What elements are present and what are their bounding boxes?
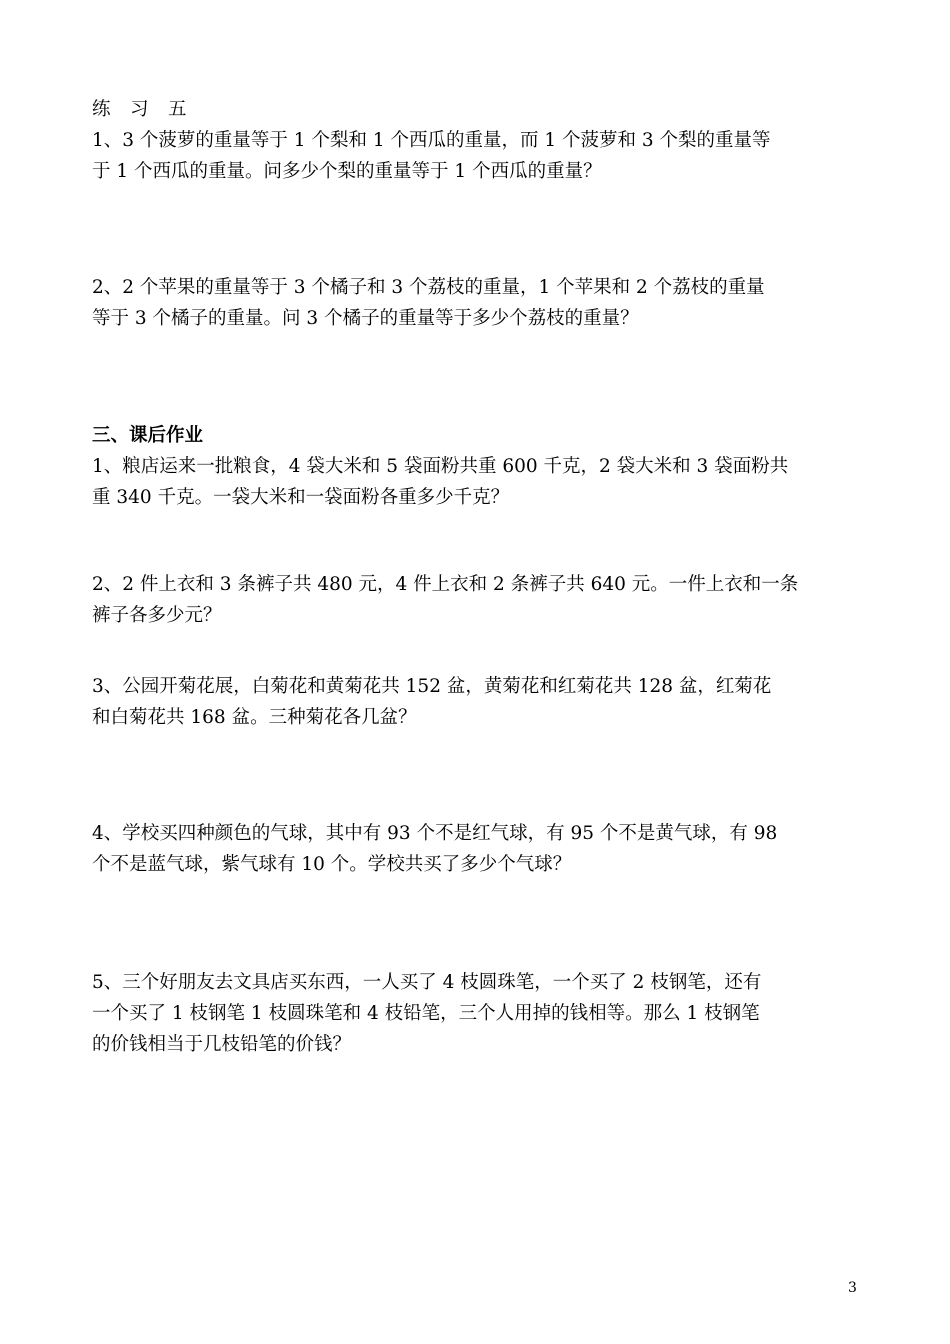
homework-q4-line-2: 个不是蓝气球，紫气球有 10 个。学校共买了多少个气球？: [92, 854, 572, 875]
exercise-q2-line-2: 等于 3 个橘子的重量。问 3 个橘子的重量等于多少个荔枝的重量？: [92, 308, 639, 329]
exercise-q2-line-1: 2、2 个苹果的重量等于 3 个橘子和 3 个荔枝的重量，1 个苹果和 2 个荔枝的重量: [92, 277, 765, 298]
homework-q5-line-3: 的价钱相当于几枝铅笔的价钱？: [92, 1034, 352, 1055]
homework-heading: 三、课后作业: [92, 425, 204, 446]
homework-q2-line-1: 2、2 件上衣和 3 条裤子共 480 元，4 件上衣和 2 条裤子共 640 元。一件上衣和一条: [92, 574, 799, 595]
homework-q1-line-1: 1、粮店运来一批粮食，4 袋大米和 5 袋面粉共重 600 千克，2 袋大米和 3 袋面粉共: [92, 456, 789, 477]
page-number: 3: [848, 1280, 857, 1296]
homework-question-2: [92, 569, 860, 631]
exercise-q1-line-1: 1、3 个菠萝的重量等于 1 个梨和 1 个西瓜的重量，而 1 个菠萝和 3 个梨的重量等: [92, 130, 771, 151]
homework-q5-line-1: 5、三个好朋友去文具店买东西，一人买了 4 枝圆珠笔，一个买了 2 枝钢笔，还有: [92, 972, 762, 993]
homework-q2-line-2: 裤子各多少元？: [92, 605, 222, 626]
homework-question-4: [92, 818, 860, 880]
homework-q3-line-2: 和白菊花共 168 盆。三种菊花各几盆？: [92, 707, 417, 728]
homework-q5-line-2: 一个买了 1 枝钢笔 1 枝圆珠笔和 4 枝铅笔，三个人用掉的钱相等。那么 1 枝钢笔: [92, 1003, 760, 1024]
homework-q1-line-2: 重 340 千克。一袋大米和一袋面粉各重多少千克？: [92, 487, 510, 508]
exercise-question-2: [92, 272, 860, 334]
homework-q3-line-1: 3、公园开菊花展，白菊花和黄菊花共 152 盆，黄菊花和红菊花共 128 盆，红菊花: [92, 676, 772, 697]
exercise-q1-line-2: 于 1 个西瓜的重量。问多少个梨的重量等于 1 个西瓜的重量？: [92, 161, 602, 182]
homework-q4-line-1: 4、学校买四种颜色的气球，其中有 93 个不是红气球，有 95 个不是黄气球，有 98: [92, 823, 778, 844]
homework-question-3: [92, 671, 860, 733]
homework-section: [92, 420, 860, 513]
exercise-section: [92, 94, 860, 187]
homework-question-5: [92, 967, 860, 1060]
exercise-title: 练 习 五: [92, 99, 188, 120]
